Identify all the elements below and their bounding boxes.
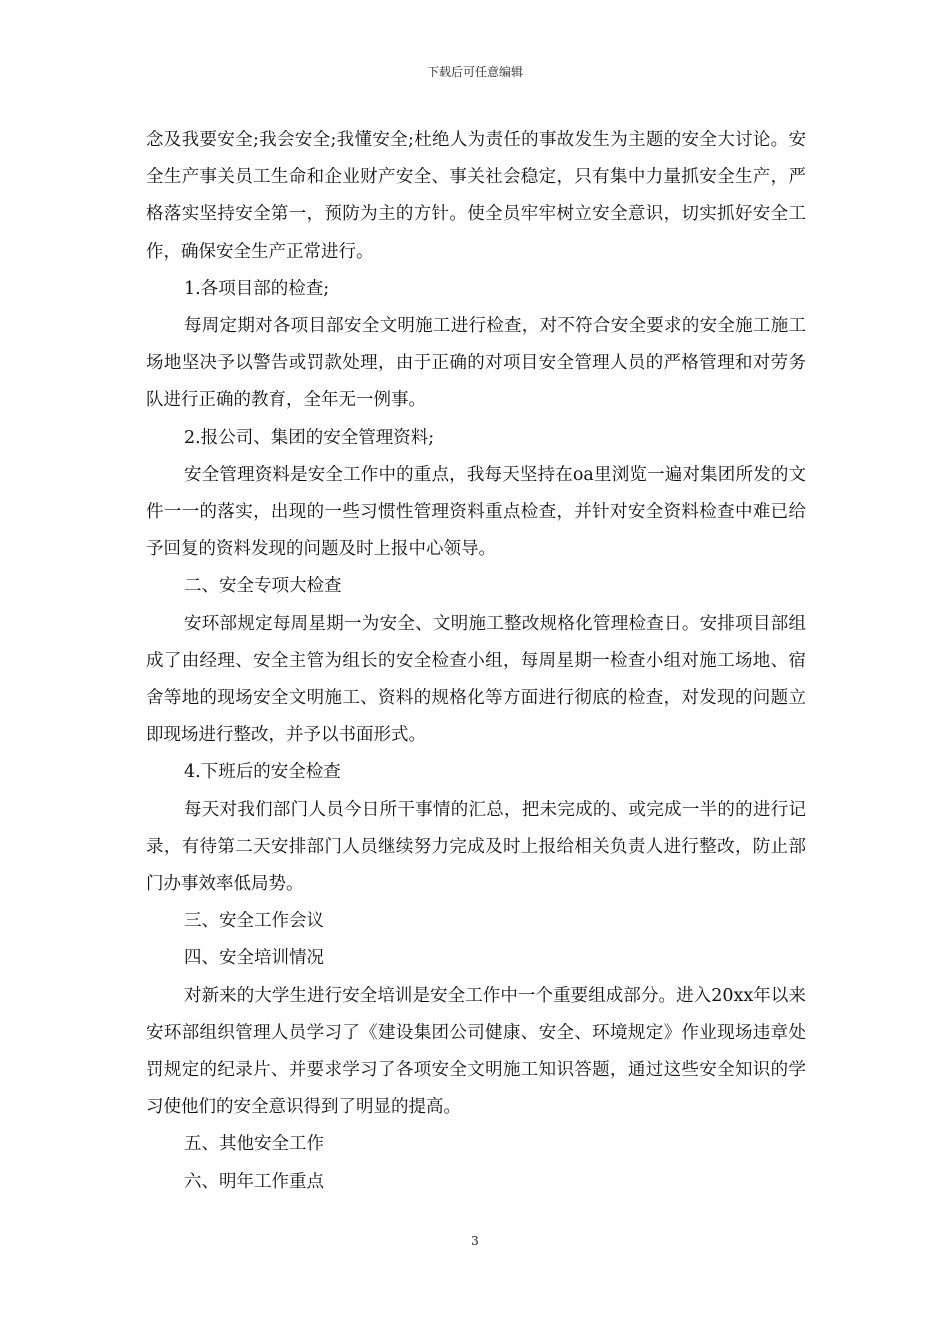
paragraph-safety-training: 对新来的大学生进行安全培训是安全工作中一个重要组成部分。进入20xx年以来安环部组织管理人员学习了《建设集团公司健康、安全、环境规定》作业现场违章处罚规定的纪录片、并要求学习了各项安全文明施工知识答题，通过这些安全知识的学习使他们的安全意识得到了明显的提高。 (146, 985, 806, 1118)
heading-project-inspection: 1.各项目部的检查; (184, 278, 330, 299)
heading-special-inspection: 二、安全专项大检查 (184, 576, 342, 597)
paragraph-special-inspection: 安环部规定每周星期一为安全、文明施工整改规格化管理检查日。安排项目部组成了由经理、安全主管为组长的安全检查小组，每周星期一检查小组对施工场地、宿舍等地的现场安全文明施工、资料的规格化等方面进行彻底的检查，对发现的问题立即现场进行整改，并予以书面形式。 (146, 613, 806, 746)
heading-safety-training: 四、安全培训情况 (184, 948, 324, 969)
paragraph-weekly-inspection: 每周定期对各项目部安全文明施工进行检查，对不符合安全要求的安全施工施工场地坚决予以警告或罚款处理，由于正确的对项目安全管理人员的严格管理和对劳务队进行正确的教育，全年无一例事。 (146, 316, 806, 411)
heading-safety-materials: 2.报公司、集团的安全管理资料; (184, 427, 435, 448)
paragraph-safety-materials: 安全管理资料是安全工作中的重点，我每天坚持在oa里浏览一遍对集团所发的文件一一的落实，出现的一些习惯性管理资料重点检查，并针对安全资料检查中难已给予回复的资料发现的问题及时上报中心领导。 (146, 464, 806, 560)
heading-next-year-focus: 六、明年工作重点 (184, 1171, 324, 1192)
heading-other-safety-work: 五、其他安全工作 (184, 1134, 324, 1155)
paragraph-after-work-inspection: 每天对我们部门人员今日所干事情的汇总，把未完成的、或完成一半的的进行记录，有待第二天安排部门人员继续努力完成及时上报给相关负责人进行整改，防止部门办事效率低局势。 (146, 799, 806, 895)
header-note: 下载后可任意编辑 (426, 65, 523, 79)
heading-after-work-inspection: 4.下班后的安全检查 (184, 762, 341, 783)
page-number: 3 (471, 1234, 479, 1248)
heading-safety-meeting: 三、安全工作会议 (184, 911, 324, 932)
document-body (146, 122, 806, 1201)
paragraph-intro-continuation: 念及我要安全;我会安全;我懂安全;杜绝人为责任的事故发生为主题的安全大讨论。安全生产事关员工生命和企业财产安全、事关社会稳定，只有集中力量抓安全生产，严格落实坚持安全第一，预防为主的方针。使全员牢牢树立安全意识，切实抓好安全工作，确保安全生产正常进行。 (146, 130, 806, 262)
